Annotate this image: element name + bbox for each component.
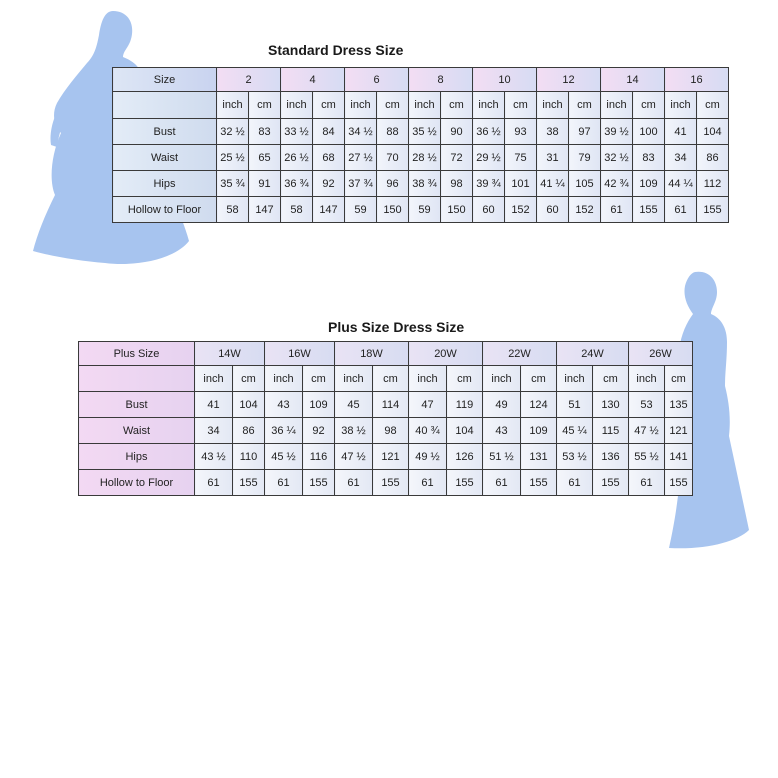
measurement-cell: 104 (447, 418, 483, 444)
measurement-cell: 41 (195, 392, 233, 418)
measurement-cell: 152 (505, 197, 537, 223)
measurement-cell: 28 ½ (409, 145, 441, 171)
measurement-cell: 79 (569, 145, 601, 171)
unit-cell: inch (281, 92, 313, 119)
table-row (79, 444, 693, 470)
measurement-cell: 61 (265, 470, 303, 496)
unit-cell: cm (633, 92, 665, 119)
measurement-cell: 53 ½ (557, 444, 593, 470)
table-row (79, 470, 693, 496)
measurement-cell: 116 (303, 444, 335, 470)
unit-cell: inch (265, 366, 303, 392)
measurement-cell: 93 (505, 119, 537, 145)
measurement-cell: 92 (313, 171, 345, 197)
measurement-cell: 104 (233, 392, 265, 418)
unit-cell: inch (409, 92, 441, 119)
measurement-cell: 152 (569, 197, 601, 223)
measurement-cell: 59 (409, 197, 441, 223)
measurement-cell: 92 (303, 418, 335, 444)
unit-cell: inch (483, 366, 521, 392)
unit-cell: cm (569, 92, 601, 119)
measurement-cell: 97 (569, 119, 601, 145)
measurement-cell: 105 (569, 171, 601, 197)
size-header: 4 (281, 68, 345, 92)
plus-table-title: Plus Size Dress Size (328, 319, 465, 335)
measurement-cell: 35 ¾ (217, 171, 249, 197)
unit-cell: cm (441, 92, 473, 119)
measurement-cell: 126 (447, 444, 483, 470)
measurement-cell: 114 (373, 392, 409, 418)
blank-cell (79, 366, 195, 392)
unit-cell: cm (377, 92, 409, 119)
measurement-cell: 124 (521, 392, 557, 418)
table-row (79, 392, 693, 418)
table-row (113, 171, 729, 197)
measurement-cell: 49 ½ (409, 444, 447, 470)
unit-cell: inch (345, 92, 377, 119)
table-row (113, 197, 729, 223)
size-header: 26W (629, 342, 693, 366)
measurement-cell: 38 ½ (335, 418, 373, 444)
measurement-cell: 59 (345, 197, 377, 223)
row-label: Hollow to Floor (113, 197, 217, 223)
measurement-cell: 75 (505, 145, 537, 171)
measurement-cell: 150 (441, 197, 473, 223)
row-label: Bust (79, 392, 195, 418)
measurement-cell: 36 ¾ (281, 171, 313, 197)
measurement-cell: 90 (441, 119, 473, 145)
size-header: 14 (601, 68, 665, 92)
unit-cell: inch (409, 366, 447, 392)
row-label: Hollow to Floor (79, 470, 195, 496)
size-header: 6 (345, 68, 409, 92)
unit-cell: cm (521, 366, 557, 392)
measurement-cell: 53 (629, 392, 665, 418)
measurement-cell: 100 (633, 119, 665, 145)
measurement-cell: 155 (303, 470, 335, 496)
measurement-cell: 34 (195, 418, 233, 444)
measurement-cell: 61 (409, 470, 447, 496)
measurement-cell: 121 (373, 444, 409, 470)
measurement-cell: 147 (249, 197, 281, 223)
row-label: Bust (113, 119, 217, 145)
measurement-cell: 47 ½ (335, 444, 373, 470)
measurement-cell: 45 ½ (265, 444, 303, 470)
measurement-cell: 109 (633, 171, 665, 197)
unit-cell: cm (233, 366, 265, 392)
measurement-cell: 27 ½ (345, 145, 377, 171)
measurement-cell: 25 ½ (217, 145, 249, 171)
unit-cell: inch (335, 366, 373, 392)
measurement-cell: 61 (601, 197, 633, 223)
unit-cell: inch (195, 366, 233, 392)
unit-cell: cm (697, 92, 729, 119)
measurement-cell: 49 (483, 392, 521, 418)
size-header: 22W (483, 342, 557, 366)
measurement-cell: 150 (377, 197, 409, 223)
measurement-cell: 39 ¾ (473, 171, 505, 197)
measurement-cell: 36 ¼ (265, 418, 303, 444)
measurement-cell: 141 (665, 444, 693, 470)
unit-cell: inch (557, 366, 593, 392)
measurement-cell: 115 (593, 418, 629, 444)
size-header: 16W (265, 342, 335, 366)
measurement-cell: 101 (505, 171, 537, 197)
row-label: Waist (79, 418, 195, 444)
measurement-cell: 55 ½ (629, 444, 665, 470)
measurement-cell: 51 (557, 392, 593, 418)
measurement-cell: 61 (557, 470, 593, 496)
size-header: 24W (557, 342, 629, 366)
standard-table-title: Standard Dress Size (268, 42, 404, 58)
measurement-cell: 34 ½ (345, 119, 377, 145)
size-header: 12 (537, 68, 601, 92)
size-header: 20W (409, 342, 483, 366)
measurement-cell: 121 (665, 418, 693, 444)
table-row (79, 418, 693, 444)
measurement-cell: 155 (373, 470, 409, 496)
measurement-cell: 72 (441, 145, 473, 171)
measurement-cell: 147 (313, 197, 345, 223)
measurement-cell: 34 (665, 145, 697, 171)
measurement-cell: 155 (633, 197, 665, 223)
measurement-cell: 58 (281, 197, 313, 223)
table-row (113, 119, 729, 145)
measurement-cell: 155 (593, 470, 629, 496)
measurement-cell: 131 (521, 444, 557, 470)
size-header: 14W (195, 342, 265, 366)
unit-cell: inch (601, 92, 633, 119)
size-header: 8 (409, 68, 473, 92)
row-label: Waist (113, 145, 217, 171)
measurement-cell: 83 (249, 119, 281, 145)
measurement-cell: 155 (697, 197, 729, 223)
measurement-cell: 68 (313, 145, 345, 171)
measurement-cell: 130 (593, 392, 629, 418)
measurement-cell: 43 (265, 392, 303, 418)
measurement-cell: 136 (593, 444, 629, 470)
measurement-cell: 42 ¾ (601, 171, 633, 197)
measurement-cell: 61 (665, 197, 697, 223)
unit-cell: cm (303, 366, 335, 392)
measurement-cell: 61 (335, 470, 373, 496)
measurement-cell: 60 (537, 197, 569, 223)
measurement-cell: 155 (665, 470, 693, 496)
unit-cell: cm (249, 92, 281, 119)
measurement-cell: 109 (303, 392, 335, 418)
measurement-cell: 61 (629, 470, 665, 496)
unit-cell: cm (505, 92, 537, 119)
measurement-cell: 47 ½ (629, 418, 665, 444)
measurement-cell: 41 (665, 119, 697, 145)
measurement-cell: 98 (373, 418, 409, 444)
measurement-cell: 45 ¼ (557, 418, 593, 444)
measurement-cell: 36 ½ (473, 119, 505, 145)
unit-cell: cm (313, 92, 345, 119)
measurement-cell: 86 (697, 145, 729, 171)
measurement-cell: 58 (217, 197, 249, 223)
unit-cell: inch (473, 92, 505, 119)
measurement-cell: 41 ¼ (537, 171, 569, 197)
unit-cell: inch (217, 92, 249, 119)
plus-size-table (78, 341, 693, 496)
measurement-cell: 26 ½ (281, 145, 313, 171)
measurement-cell: 104 (697, 119, 729, 145)
size-header: 16 (665, 68, 729, 92)
measurement-cell: 155 (233, 470, 265, 496)
measurement-cell: 32 ½ (217, 119, 249, 145)
row-label: Hips (79, 444, 195, 470)
table-row (113, 145, 729, 171)
plus-size-header-label: Plus Size (79, 342, 195, 366)
measurement-cell: 61 (195, 470, 233, 496)
measurement-cell: 39 ½ (601, 119, 633, 145)
unit-cell: cm (593, 366, 629, 392)
measurement-cell: 32 ½ (601, 145, 633, 171)
size-header: 10 (473, 68, 537, 92)
measurement-cell: 38 ¾ (409, 171, 441, 197)
measurement-cell: 91 (249, 171, 281, 197)
unit-cell: cm (665, 366, 693, 392)
measurement-cell: 112 (697, 171, 729, 197)
measurement-cell: 135 (665, 392, 693, 418)
measurement-cell: 70 (377, 145, 409, 171)
measurement-cell: 83 (633, 145, 665, 171)
unit-cell: inch (629, 366, 665, 392)
measurement-cell: 47 (409, 392, 447, 418)
measurement-cell: 65 (249, 145, 281, 171)
measurement-cell: 110 (233, 444, 265, 470)
measurement-cell: 109 (521, 418, 557, 444)
measurement-cell: 61 (483, 470, 521, 496)
measurement-cell: 43 (483, 418, 521, 444)
size-header-label: Size (113, 68, 217, 92)
measurement-cell: 155 (447, 470, 483, 496)
measurement-cell: 40 ¾ (409, 418, 447, 444)
measurement-cell: 38 (537, 119, 569, 145)
blank-cell (113, 92, 217, 119)
measurement-cell: 155 (521, 470, 557, 496)
unit-cell: cm (447, 366, 483, 392)
unit-row (113, 92, 729, 119)
unit-cell: cm (373, 366, 409, 392)
unit-cell: inch (537, 92, 569, 119)
unit-cell: inch (665, 92, 697, 119)
size-header: 2 (217, 68, 281, 92)
measurement-cell: 33 ½ (281, 119, 313, 145)
row-label: Hips (113, 171, 217, 197)
measurement-cell: 119 (447, 392, 483, 418)
measurement-cell: 51 ½ (483, 444, 521, 470)
measurement-cell: 44 ¼ (665, 171, 697, 197)
unit-row (79, 366, 693, 392)
measurement-cell: 45 (335, 392, 373, 418)
measurement-cell: 35 ½ (409, 119, 441, 145)
measurement-cell: 84 (313, 119, 345, 145)
measurement-cell: 86 (233, 418, 265, 444)
measurement-cell: 29 ½ (473, 145, 505, 171)
measurement-cell: 88 (377, 119, 409, 145)
measurement-cell: 98 (441, 171, 473, 197)
measurement-cell: 31 (537, 145, 569, 171)
measurement-cell: 37 ¾ (345, 171, 377, 197)
standard-size-table (112, 67, 729, 223)
size-header: 18W (335, 342, 409, 366)
measurement-cell: 96 (377, 171, 409, 197)
measurement-cell: 60 (473, 197, 505, 223)
measurement-cell: 43 ½ (195, 444, 233, 470)
